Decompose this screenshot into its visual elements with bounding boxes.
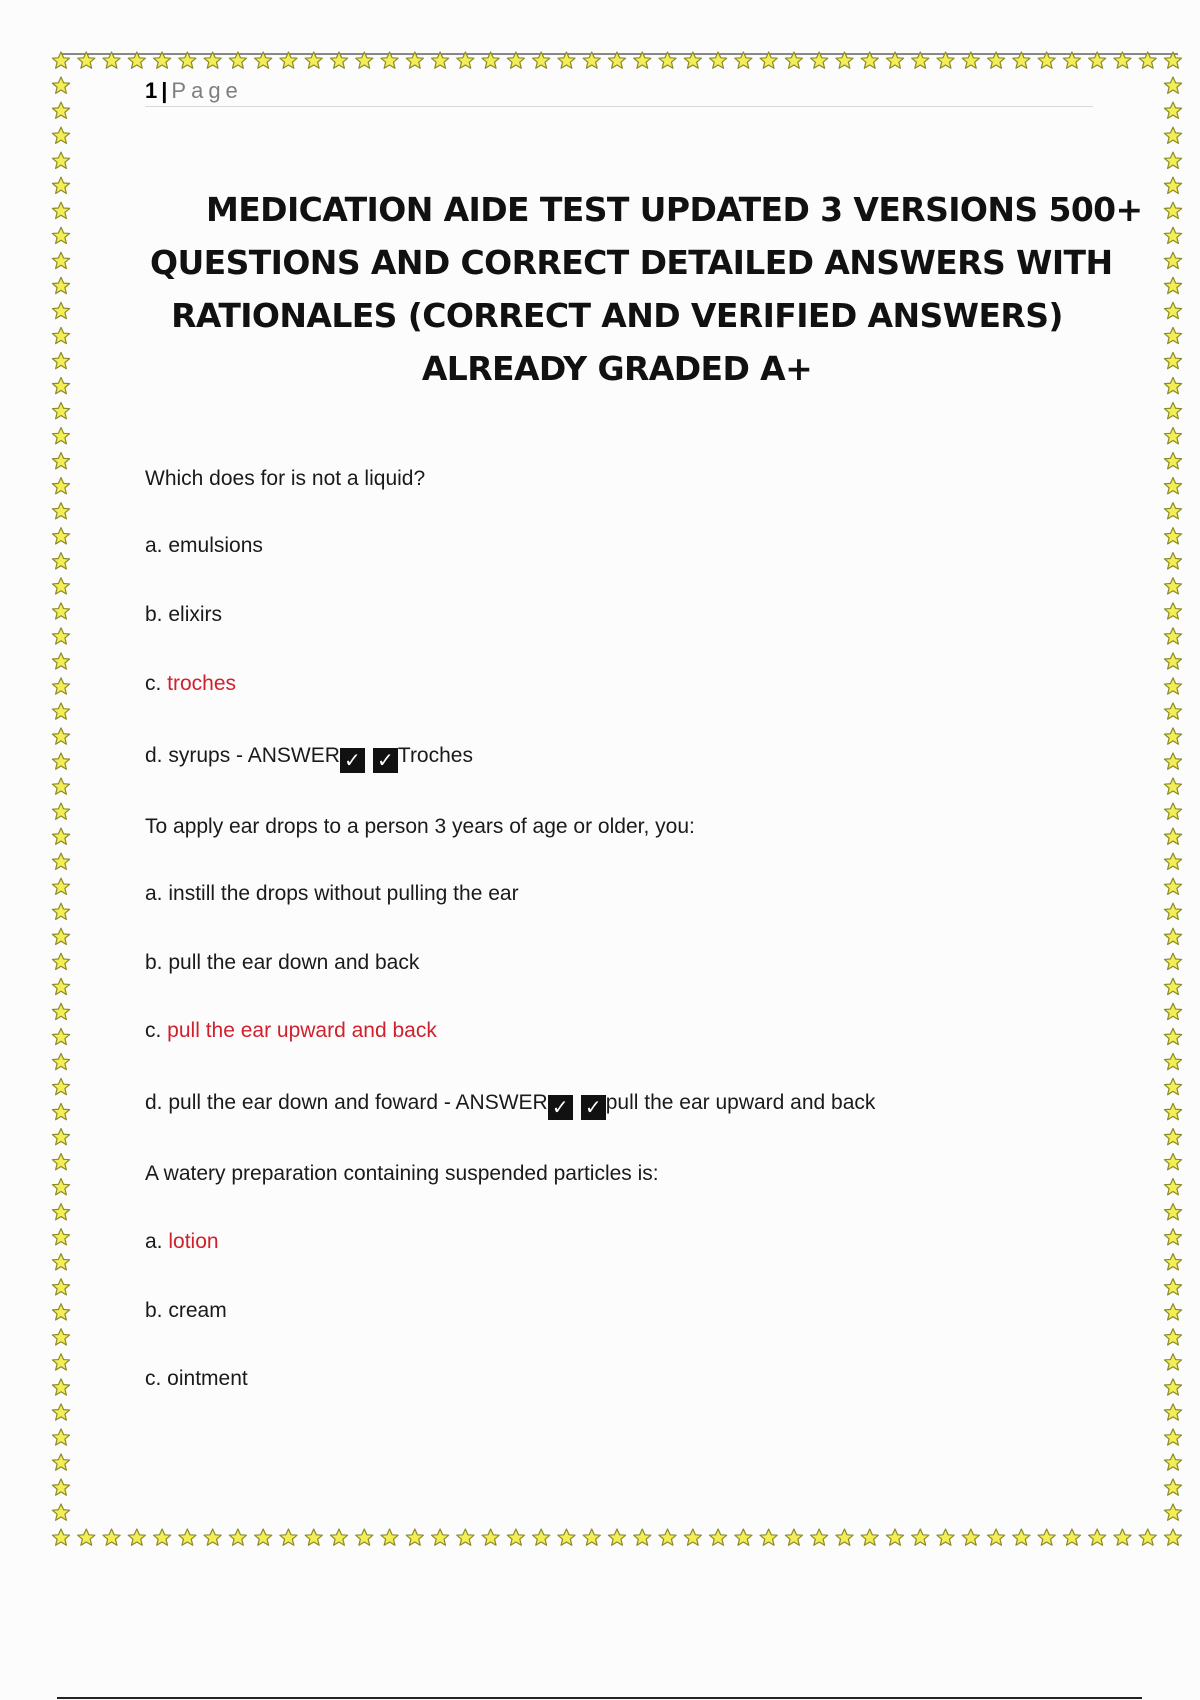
option-text: emulsions: [168, 534, 263, 557]
star-icon: [153, 52, 170, 68]
star-icon: [1164, 1078, 1181, 1094]
checkbox-check-icon: ✓: [581, 1095, 606, 1120]
star-icon: [1164, 1153, 1181, 1169]
star-icon: [1164, 553, 1181, 569]
star-icon: [52, 402, 69, 418]
star-icon: [52, 628, 69, 644]
star-icon: [52, 1279, 69, 1295]
correct-option-text: pull the ear upward and back: [167, 1019, 437, 1042]
star-icon: [1139, 52, 1156, 68]
q2-option-b: [145, 949, 419, 977]
star-icon: [1164, 1204, 1181, 1220]
star-icon: [659, 52, 676, 68]
bottom-rule: [57, 1697, 1142, 1699]
star-icon: [52, 1078, 69, 1094]
star-icon: [103, 52, 120, 68]
star-icon: [659, 1529, 676, 1545]
star-icon: [52, 653, 69, 669]
star-icon: [912, 1529, 929, 1545]
option-prefix: c.: [145, 1019, 168, 1042]
star-icon: [52, 853, 69, 869]
star-icon: [583, 1529, 600, 1545]
star-icon: [52, 1229, 69, 1245]
page-number: 1: [145, 78, 158, 103]
star-icon: [684, 1529, 701, 1545]
star-icon: [1164, 402, 1181, 418]
star-icon: [1164, 77, 1181, 93]
star-icon: [52, 302, 69, 318]
star-icon: [1164, 453, 1181, 469]
correct-option-text: troches: [167, 672, 237, 695]
star-icon: [987, 52, 1004, 68]
star-icon: [52, 1103, 69, 1119]
star-icon: [634, 52, 651, 68]
star-icon: [255, 52, 272, 68]
star-icon: [735, 1529, 752, 1545]
option-prefix: b.: [145, 1299, 169, 1322]
star-icon: [533, 52, 550, 68]
star-icon: [356, 52, 373, 68]
answer-text: pull the ear upward and back: [605, 1091, 876, 1114]
star-icon: [52, 978, 69, 994]
option-prefix: b.: [145, 603, 169, 626]
star-icon: [760, 1529, 777, 1545]
option-prefix: c.: [145, 672, 168, 695]
star-icon: [52, 503, 69, 519]
star-icon: [558, 52, 575, 68]
star-icon: [52, 202, 69, 218]
star-icon: [330, 1529, 347, 1545]
star-icon: [52, 578, 69, 594]
title-line-4: ALREADY GRADED A+: [421, 349, 813, 388]
star-icon: [52, 428, 69, 444]
star-icon: [1164, 252, 1181, 268]
star-icon: [1164, 1003, 1181, 1019]
star-icon: [1164, 803, 1181, 819]
star-icon: [1164, 1354, 1181, 1370]
star-icon: [457, 52, 474, 68]
star-icon: [1164, 377, 1181, 393]
star-icon: [608, 52, 625, 68]
star-icon: [52, 778, 69, 794]
star-icon: [1164, 1053, 1181, 1069]
question-1-text: Which does for is not a liquid?: [145, 467, 426, 490]
star-icon: [381, 1529, 398, 1545]
star-icon: [1164, 1229, 1181, 1245]
star-icon: [179, 1529, 196, 1545]
option-text: pull the ear down and foward - ANSWER: [168, 1091, 548, 1114]
q1-option-a: [145, 532, 263, 560]
star-icon: [52, 1329, 69, 1345]
star-icon: [52, 377, 69, 393]
star-icon: [52, 1204, 69, 1220]
star-icon: [431, 1529, 448, 1545]
star-icon: [1114, 1529, 1131, 1545]
star-icon: [52, 1003, 69, 1019]
star-icon: [558, 1529, 575, 1545]
star-icon: [1164, 878, 1181, 894]
star-icon: [52, 878, 69, 894]
q2-option-c: [145, 1017, 437, 1045]
star-icon: [1164, 528, 1181, 544]
star-icon: [52, 728, 69, 744]
question-2-text: To apply ear drops to a person 3 years of age or older, you:: [145, 815, 695, 838]
star-icon: [406, 1529, 423, 1545]
star-icon: [1164, 1429, 1181, 1445]
star-icon: [1164, 1179, 1181, 1195]
checkbox-check-icon: ✓: [340, 748, 365, 773]
star-icon: [937, 1529, 954, 1545]
star-icon: [760, 52, 777, 68]
star-icon: [52, 352, 69, 368]
star-icon: [52, 102, 69, 118]
star-icon: [52, 277, 69, 293]
star-icon: [52, 703, 69, 719]
star-icon: [103, 1529, 120, 1545]
star-icon: [52, 1304, 69, 1320]
star-icon: [52, 753, 69, 769]
q3-option-b: [145, 1297, 227, 1325]
option-text: pull the ear down and back: [168, 951, 420, 974]
star-icon: [1164, 1128, 1181, 1144]
star-icon: [1164, 302, 1181, 318]
star-icon: [886, 1529, 903, 1545]
star-icon: [52, 227, 69, 243]
star-icon: [406, 52, 423, 68]
star-icon: [1164, 202, 1181, 218]
star-icon: [52, 928, 69, 944]
star-icon: [52, 828, 69, 844]
star-icon: [52, 453, 69, 469]
option-prefix: a.: [145, 1230, 169, 1253]
star-icon: [507, 1529, 524, 1545]
star-icon: [305, 52, 322, 68]
title-line-2: QUESTIONS AND CORRECT DETAILED ANSWERS WITH: [150, 243, 1113, 282]
option-text: elixirs: [168, 603, 223, 626]
title-line-3: RATIONALES (CORRECT AND VERIFIED ANSWERS): [171, 296, 1063, 335]
star-icon: [1063, 1529, 1080, 1545]
star-icon: [735, 52, 752, 68]
star-icon: [811, 1529, 828, 1545]
star-icon: [1063, 52, 1080, 68]
star-icon: [937, 52, 954, 68]
star-icon: [52, 1529, 69, 1545]
star-icon: [1164, 52, 1181, 68]
star-icon: [1164, 428, 1181, 444]
star-icon: [1164, 653, 1181, 669]
q3-option-a: [145, 1228, 219, 1256]
star-icon: [52, 1404, 69, 1420]
star-icon: [78, 1529, 95, 1545]
star-icon: [52, 953, 69, 969]
star-icon: [1164, 1504, 1181, 1520]
star-icon: [987, 1529, 1004, 1545]
star-icon: [52, 803, 69, 819]
option-prefix: d.: [145, 1091, 169, 1114]
star-icon: [52, 1379, 69, 1395]
star-icon: [1013, 52, 1030, 68]
star-icon: [1164, 1454, 1181, 1470]
option-text: instill the drops without pulling the ear: [168, 882, 519, 905]
page-separator: |: [161, 78, 168, 103]
star-icon: [204, 52, 221, 68]
star-icon: [255, 1529, 272, 1545]
star-icon: [153, 1529, 170, 1545]
star-icon: [1164, 978, 1181, 994]
star-icon: [52, 528, 69, 544]
star-icon: [1164, 678, 1181, 694]
star-icon: [1164, 1028, 1181, 1044]
star-icon: [52, 553, 69, 569]
star-icon: [709, 52, 726, 68]
star-icon: [52, 1254, 69, 1270]
star-icon: [229, 1529, 246, 1545]
question-3-text: A watery preparation containing suspended particles is:: [145, 1162, 659, 1185]
option-text: ointment: [167, 1367, 248, 1390]
star-icon: [52, 903, 69, 919]
star-icon: [1164, 478, 1181, 494]
star-icon: [886, 52, 903, 68]
star-icon: [128, 52, 145, 68]
star-icon: [1164, 1279, 1181, 1295]
star-icon: [1164, 828, 1181, 844]
star-icon: [1164, 1479, 1181, 1495]
answer-text: Troches: [397, 744, 473, 767]
star-icon: [1164, 1304, 1181, 1320]
star-icon: [305, 1529, 322, 1545]
star-icon: [52, 1179, 69, 1195]
star-icon: [861, 52, 878, 68]
star-icon: [1164, 227, 1181, 243]
star-icon: [684, 52, 701, 68]
star-icon: [1164, 327, 1181, 343]
star-icon: [1164, 628, 1181, 644]
star-icon: [1164, 177, 1181, 193]
star-icon: [52, 1053, 69, 1069]
star-icon: [861, 1529, 878, 1545]
star-icon: [1089, 52, 1106, 68]
star-icon: [1164, 127, 1181, 143]
q3-option-c: [145, 1365, 248, 1393]
star-icon: [1164, 728, 1181, 744]
option-prefix: b.: [145, 951, 169, 974]
option-prefix: c.: [145, 1367, 168, 1390]
star-icon: [1164, 603, 1181, 619]
star-icon: [52, 1429, 69, 1445]
q1-option-d: [145, 742, 473, 773]
star-icon: [1164, 578, 1181, 594]
star-icon: [179, 52, 196, 68]
star-icon: [836, 52, 853, 68]
star-icon: [1164, 1529, 1181, 1545]
star-icon: [52, 1028, 69, 1044]
star-icon: [1164, 753, 1181, 769]
star-icon: [1164, 1329, 1181, 1345]
star-icon: [785, 52, 802, 68]
option-prefix: a.: [145, 534, 169, 557]
option-prefix: d.: [145, 744, 169, 767]
star-icon: [52, 1454, 69, 1470]
star-icon: [962, 52, 979, 68]
star-icon: [1089, 1529, 1106, 1545]
star-icon: [912, 52, 929, 68]
star-icon: [1164, 277, 1181, 293]
star-icon: [52, 252, 69, 268]
star-icon: [1164, 1379, 1181, 1395]
star-icon: [709, 1529, 726, 1545]
star-icon: [1013, 1529, 1030, 1545]
checkbox-check-icon: ✓: [548, 1095, 573, 1120]
star-icon: [1164, 1103, 1181, 1119]
star-icon: [1164, 953, 1181, 969]
option-prefix: a.: [145, 882, 169, 905]
star-icon: [52, 1504, 69, 1520]
star-icon: [608, 1529, 625, 1545]
star-icon: [280, 1529, 297, 1545]
star-icon: [52, 77, 69, 93]
star-icon: [52, 478, 69, 494]
star-icon: [52, 52, 69, 68]
star-icon: [1164, 152, 1181, 168]
page-header: [145, 78, 1093, 107]
star-icon: [381, 52, 398, 68]
star-icon: [457, 1529, 474, 1545]
star-icon: [52, 1354, 69, 1370]
star-icon: [533, 1529, 550, 1545]
star-icon: [1164, 1254, 1181, 1270]
star-icon: [52, 678, 69, 694]
q2-option-d: [145, 1089, 875, 1120]
star-icon: [1139, 1529, 1156, 1545]
star-icon: [1114, 52, 1131, 68]
star-icon: [229, 52, 246, 68]
star-icon: [52, 152, 69, 168]
star-icon: [507, 52, 524, 68]
star-icon: [204, 1529, 221, 1545]
star-icon: [356, 1529, 373, 1545]
star-icon: [482, 52, 499, 68]
q1-option-b: [145, 601, 222, 629]
page-label: Page: [171, 78, 243, 103]
star-icon: [1038, 52, 1055, 68]
star-icon: [280, 52, 297, 68]
option-text: syrups - ANSWER: [168, 744, 340, 767]
page-title: [150, 183, 1143, 395]
title-line-1: MEDICATION AIDE TEST UPDATED 3 VERSIONS 500+: [206, 190, 1143, 229]
correct-option-text: lotion: [168, 1230, 219, 1253]
star-icon: [52, 603, 69, 619]
star-icon: [1164, 102, 1181, 118]
q1-option-c: [145, 670, 236, 698]
star-icon: [78, 52, 95, 68]
star-icon: [1164, 703, 1181, 719]
star-icon: [128, 1529, 145, 1545]
checkbox-check-icon: ✓: [373, 748, 398, 773]
star-icon: [482, 1529, 499, 1545]
star-icon: [785, 1529, 802, 1545]
star-icon: [836, 1529, 853, 1545]
star-icon: [1164, 352, 1181, 368]
option-text: cream: [168, 1299, 227, 1322]
star-icon: [1164, 853, 1181, 869]
star-icon: [330, 52, 347, 68]
star-icon: [1164, 503, 1181, 519]
star-icon: [1164, 1404, 1181, 1420]
star-icon: [52, 1128, 69, 1144]
star-icon: [52, 1479, 69, 1495]
star-icon: [52, 127, 69, 143]
star-icon: [431, 52, 448, 68]
q2-option-a: [145, 880, 519, 908]
star-icon: [1164, 928, 1181, 944]
star-icon: [583, 52, 600, 68]
star-icon: [1164, 903, 1181, 919]
star-icon: [1038, 1529, 1055, 1545]
star-icon: [1164, 778, 1181, 794]
star-icon: [811, 52, 828, 68]
star-icon: [634, 1529, 651, 1545]
star-icon: [52, 327, 69, 343]
star-icon: [962, 1529, 979, 1545]
star-icon: [52, 177, 69, 193]
star-icon: [52, 1153, 69, 1169]
